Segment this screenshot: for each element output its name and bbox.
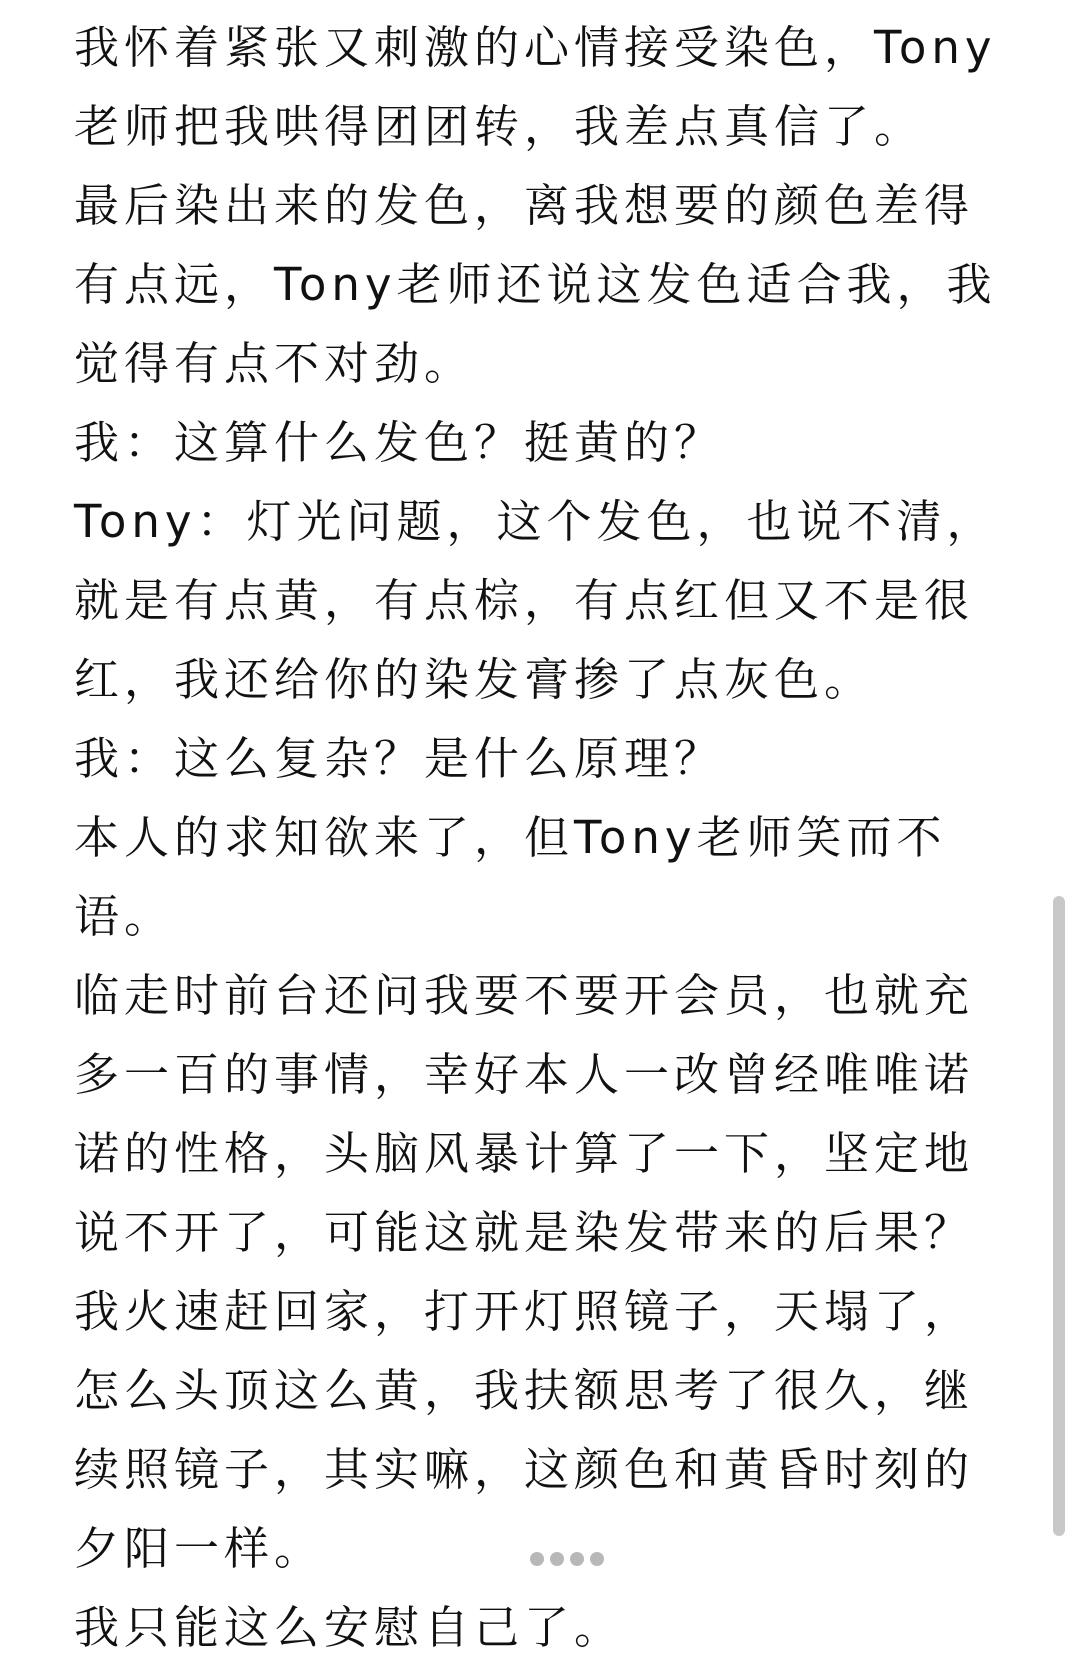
article-body	[74, 8, 1004, 1667]
paragraph-6: 本人的求知欲来了，但Tony老师笑而不语。	[74, 811, 947, 943]
watermark-dot-icon	[550, 1552, 564, 1566]
paragraph-7: 临走时前台还问我要不要开会员，也就充多一百的事情，幸好本人一改曾经唯唯诺诺的性格，头脑风暴计算了一下，坚定地说不开了，可能这就是染发带来的后果？	[74, 969, 975, 1259]
paragraph-5: 我：这么复杂？是什么原理？	[74, 732, 725, 785]
watermark-dot-icon	[570, 1552, 584, 1566]
paragraph-9: 我只能这么安慰自己了。	[74, 1601, 625, 1654]
paragraph-8: 我火速赶回家，打开灯照镜子，天塌了，怎么头顶这么黄，我扶额思考了很久，继续照镜子，其实嘛，这颜色和黄昏时刻的夕阳一样。	[74, 1285, 975, 1575]
paragraph-2: 最后染出来的发色，离我想要的颜色差得有点远，Tony老师还说这发色适合我，我觉得有点不对劲。	[74, 179, 997, 390]
watermark-dot-icon	[530, 1552, 544, 1566]
watermark-dot-icon	[590, 1552, 604, 1566]
paragraph-1: 我怀着紧张又刺激的心情接受染色，Tony老师把我哄得团团转，我差点真信了。	[74, 21, 997, 153]
watermark-dots	[530, 1542, 604, 1576]
paragraph-4: Tony：灯光问题，这个发色，也说不清，就是有点黄，有点棕，有点红但又不是很红，我还给你的染发膏掺了点灰色。	[74, 495, 997, 706]
vertical-scrollbar-thumb[interactable]	[1053, 896, 1065, 1536]
paragraph-3: 我：这算什么发色？挺黄的？	[74, 416, 725, 469]
